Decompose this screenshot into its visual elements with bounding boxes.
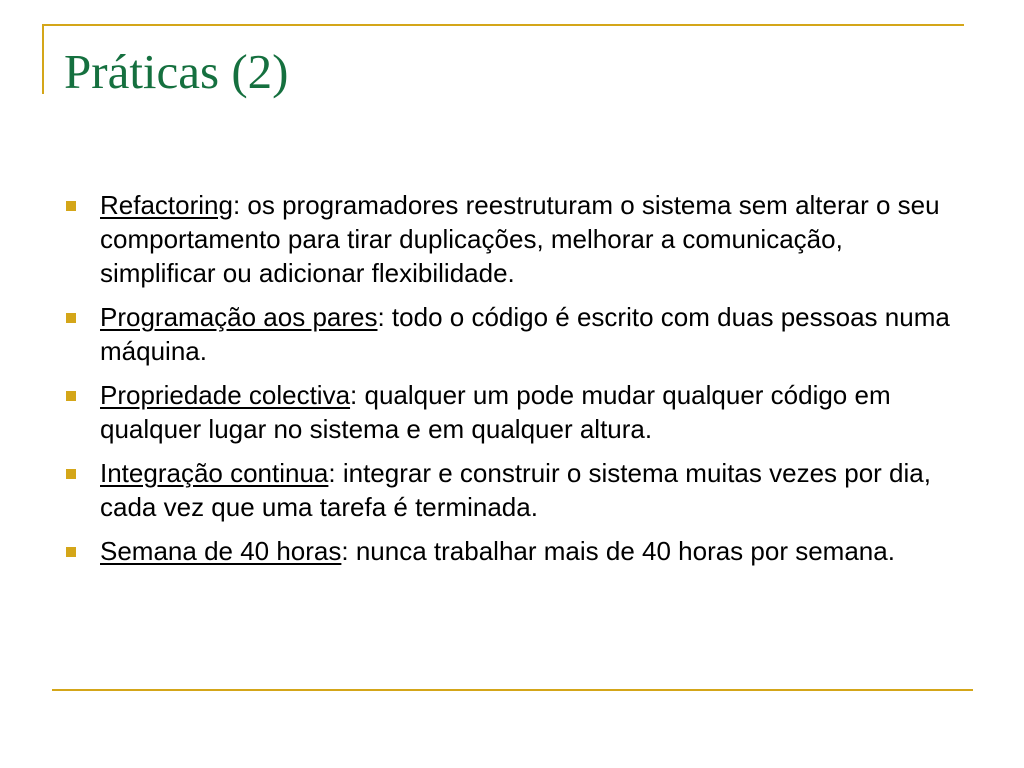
frame-top-line xyxy=(42,24,964,26)
bullet-text: : qualquer um pode mudar qualquer código em qualquer lugar no sistema e em qualquer altura. xyxy=(100,380,891,444)
bullet-text: : todo o código é escrito com duas pessoas numa máquina. xyxy=(100,302,950,366)
bullet-item-pair-programming xyxy=(66,300,956,368)
square-bullet-icon xyxy=(66,547,76,557)
square-bullet-icon xyxy=(66,469,76,479)
square-bullet-icon xyxy=(66,313,76,323)
bullet-item-refactoring xyxy=(66,188,956,290)
bullet-term: Semana de 40 horas xyxy=(100,536,342,566)
bullet-term: Integração continua xyxy=(100,458,329,488)
square-bullet-icon xyxy=(66,201,76,211)
bullet-text: : nunca trabalhar mais de 40 horas por semana. xyxy=(341,536,895,566)
bullet-text: : os programadores reestruturam o sistema sem alterar o seu comportamento para tirar duplicações, melhorar a comunicação, simplificar ou adicionar flexibilidade. xyxy=(100,190,940,288)
bullet-item-collective-ownership xyxy=(66,378,956,446)
bullet-term: Programação aos pares xyxy=(100,302,378,332)
bullet-list xyxy=(66,188,956,578)
frame-bottom-line xyxy=(52,689,973,691)
bullet-item-40-hour-week xyxy=(66,534,956,568)
bullet-term: Refactoring xyxy=(100,190,233,220)
slide-title: Práticas (2) xyxy=(64,44,289,99)
bullet-term: Propriedade colectiva xyxy=(100,380,351,410)
square-bullet-icon xyxy=(66,391,76,401)
frame-left-line xyxy=(42,24,44,94)
bullet-text: : integrar e construir o sistema muitas vezes por dia, cada vez que uma tarefa é terminada. xyxy=(100,458,931,522)
bullet-item-continuous-integration xyxy=(66,456,956,524)
